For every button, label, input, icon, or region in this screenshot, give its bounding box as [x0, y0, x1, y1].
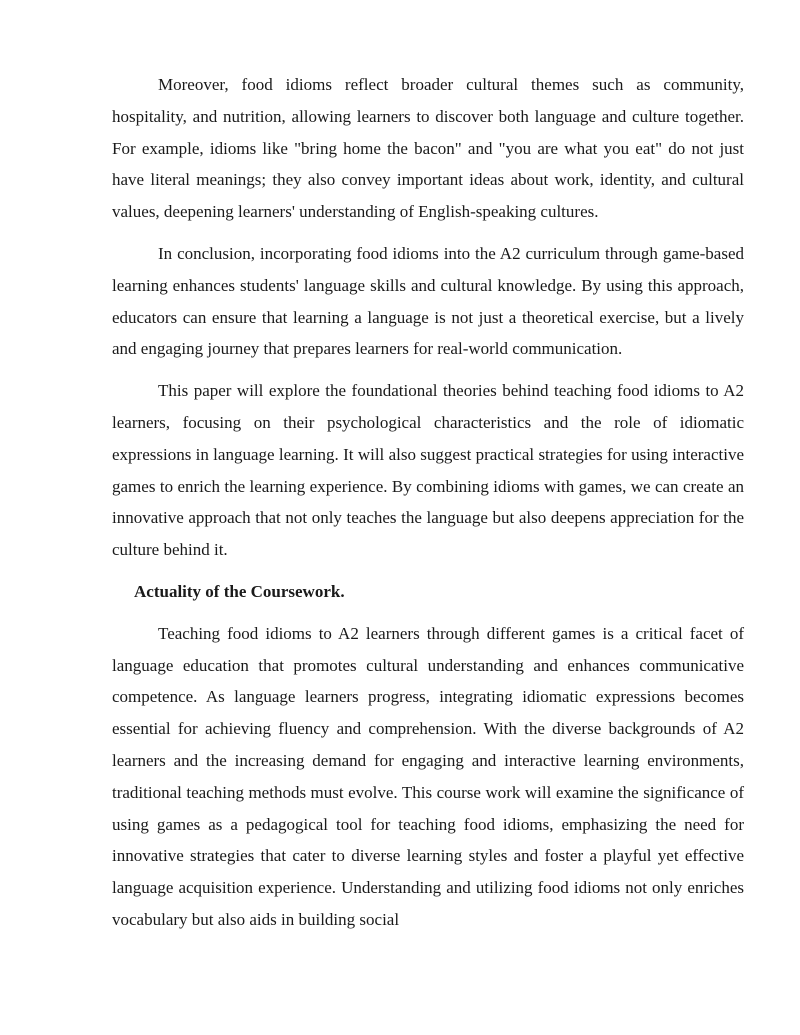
paragraph-actuality: Teaching food idioms to A2 learners through different games is a critical facet of language education that promotes cultural understanding and enhances communicative competence. As language learners progress, integrating idiomatic expressions becomes essential for achieving fluency and comprehension. With the diverse backgrounds of A2 learners and the increasing demand for engaging and interactive learning environments, traditional teaching methods must evolve. This course work will examine the significance of using games as a pedagogical tool for teaching food idioms, emphasizing the need for innovative strategies that cater to diverse learning styles and foster a playful yet effective language acquisition experience. Understanding and utilizing food idioms not only enriches vocabulary but also aids in building social — [112, 623, 744, 929]
paragraph-paper-overview: This paper will explore the foundational theories behind teaching food idioms to A2 learners, focusing on their psychological characteristics and the role of idiomatic expressions in language learning. It will also suggest practical strategies for using interactive games to enrich the learning experience. By combining idioms with games, we can create an innovative approach that not only teaches the language but also deepens appreciation for the culture behind it. — [112, 381, 744, 560]
section-heading: Actuality of the Coursework. — [134, 581, 345, 601]
paragraph-cultural-themes: Moreover, food idioms reflect broader cultural themes such as community, hospitality, and nutrition, allowing learners to discover both language and culture together. For example, idioms like "bring home the bacon" and "you are what you eat" do not just have literal meanings; they also convey important ideas about work, identity, and cultural values, deepening learners' understanding of English-speaking cultures. — [112, 75, 744, 222]
page-content — [112, 69, 744, 946]
paragraph-conclusion: In conclusion, incorporating food idioms into the A2 curriculum through game-based learning enhances students' language skills and cultural knowledge. By using this approach, educators can ensure that learning a language is not just a theoretical exercise, but a lively and engaging journey that prepares learners for real-world communication. — [112, 243, 744, 359]
